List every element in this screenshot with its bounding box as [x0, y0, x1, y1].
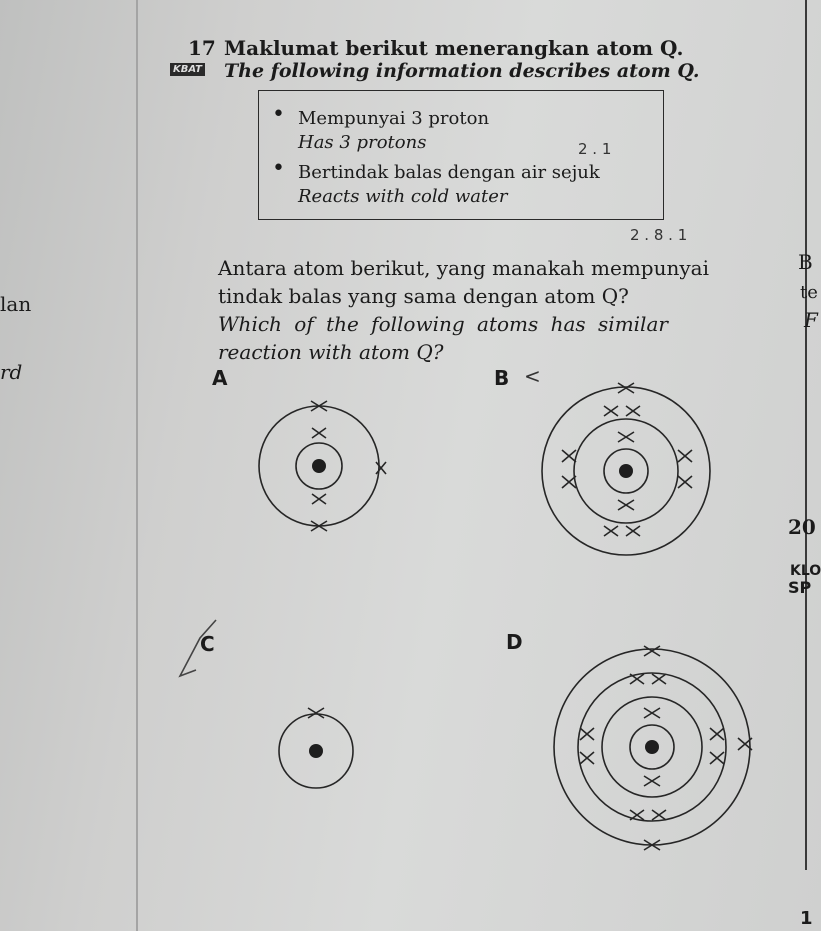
right-margin-text-3: F: [804, 308, 818, 332]
info-line-1-english: Has 3 protons: [298, 132, 427, 153]
electron-mark: [312, 494, 326, 504]
atom-diagram-a[interactable]: [256, 404, 382, 530]
info-line-2-english: Reacts with cold water: [298, 186, 508, 207]
question-text-english: The following information describes atom Q.: [224, 60, 700, 82]
option-b-label[interactable]: B: [494, 366, 510, 390]
pencil-mark-c: [176, 616, 226, 682]
handwritten-note-2: 2 . 8 . 1: [630, 226, 688, 244]
right-margin-text-6: SP: [788, 578, 812, 597]
question-text-malay: Maklumat berikut menerangkan atom Q.: [224, 36, 684, 60]
question-number: 17: [188, 36, 216, 60]
atom-diagram-b[interactable]: [538, 386, 718, 566]
electron-mark: [312, 428, 326, 438]
electron-mark: [376, 462, 386, 474]
bullet-2: •: [272, 156, 285, 181]
left-margin-text-2: rd: [0, 360, 23, 384]
page-number: 1: [800, 908, 813, 929]
right-margin-text-2: te: [800, 282, 818, 303]
option-d-label[interactable]: D: [506, 630, 523, 654]
atom-diagram-d[interactable]: [554, 646, 754, 850]
right-margin-text-4: 20: [788, 515, 816, 539]
stem-malay-line-1: Antara atom berikut, yang manakah mempunyai: [218, 256, 709, 280]
stem-malay-line-2: tindak balas yang sama dengan atom Q?: [218, 284, 629, 308]
bullet-1: •: [272, 102, 285, 127]
handwritten-note-1: 2 . 1: [578, 140, 612, 158]
page-fold-edge: [136, 0, 138, 931]
right-margin-text-5: KLO: [790, 563, 821, 579]
info-line-1-malay: Mempunyai 3 proton: [298, 108, 490, 129]
option-c-label[interactable]: C: [200, 632, 215, 656]
atom-diagram-c[interactable]: [276, 710, 356, 790]
right-column-rule: [805, 0, 807, 870]
atom-a-nucleus: [312, 459, 326, 473]
option-a-label[interactable]: A: [212, 366, 228, 390]
kbat-badge: KBAT: [170, 63, 205, 76]
handwritten-tick-mark: <: [524, 364, 541, 388]
stem-english-line-1: Which of the following atoms has similar: [218, 312, 668, 336]
left-margin-text-1: lan: [0, 292, 32, 316]
info-line-2-malay: Bertindak balas dengan air sejuk: [298, 162, 600, 183]
stem-english-line-2: reaction with atom Q?: [218, 340, 444, 364]
right-margin-text-1: B: [798, 250, 813, 274]
